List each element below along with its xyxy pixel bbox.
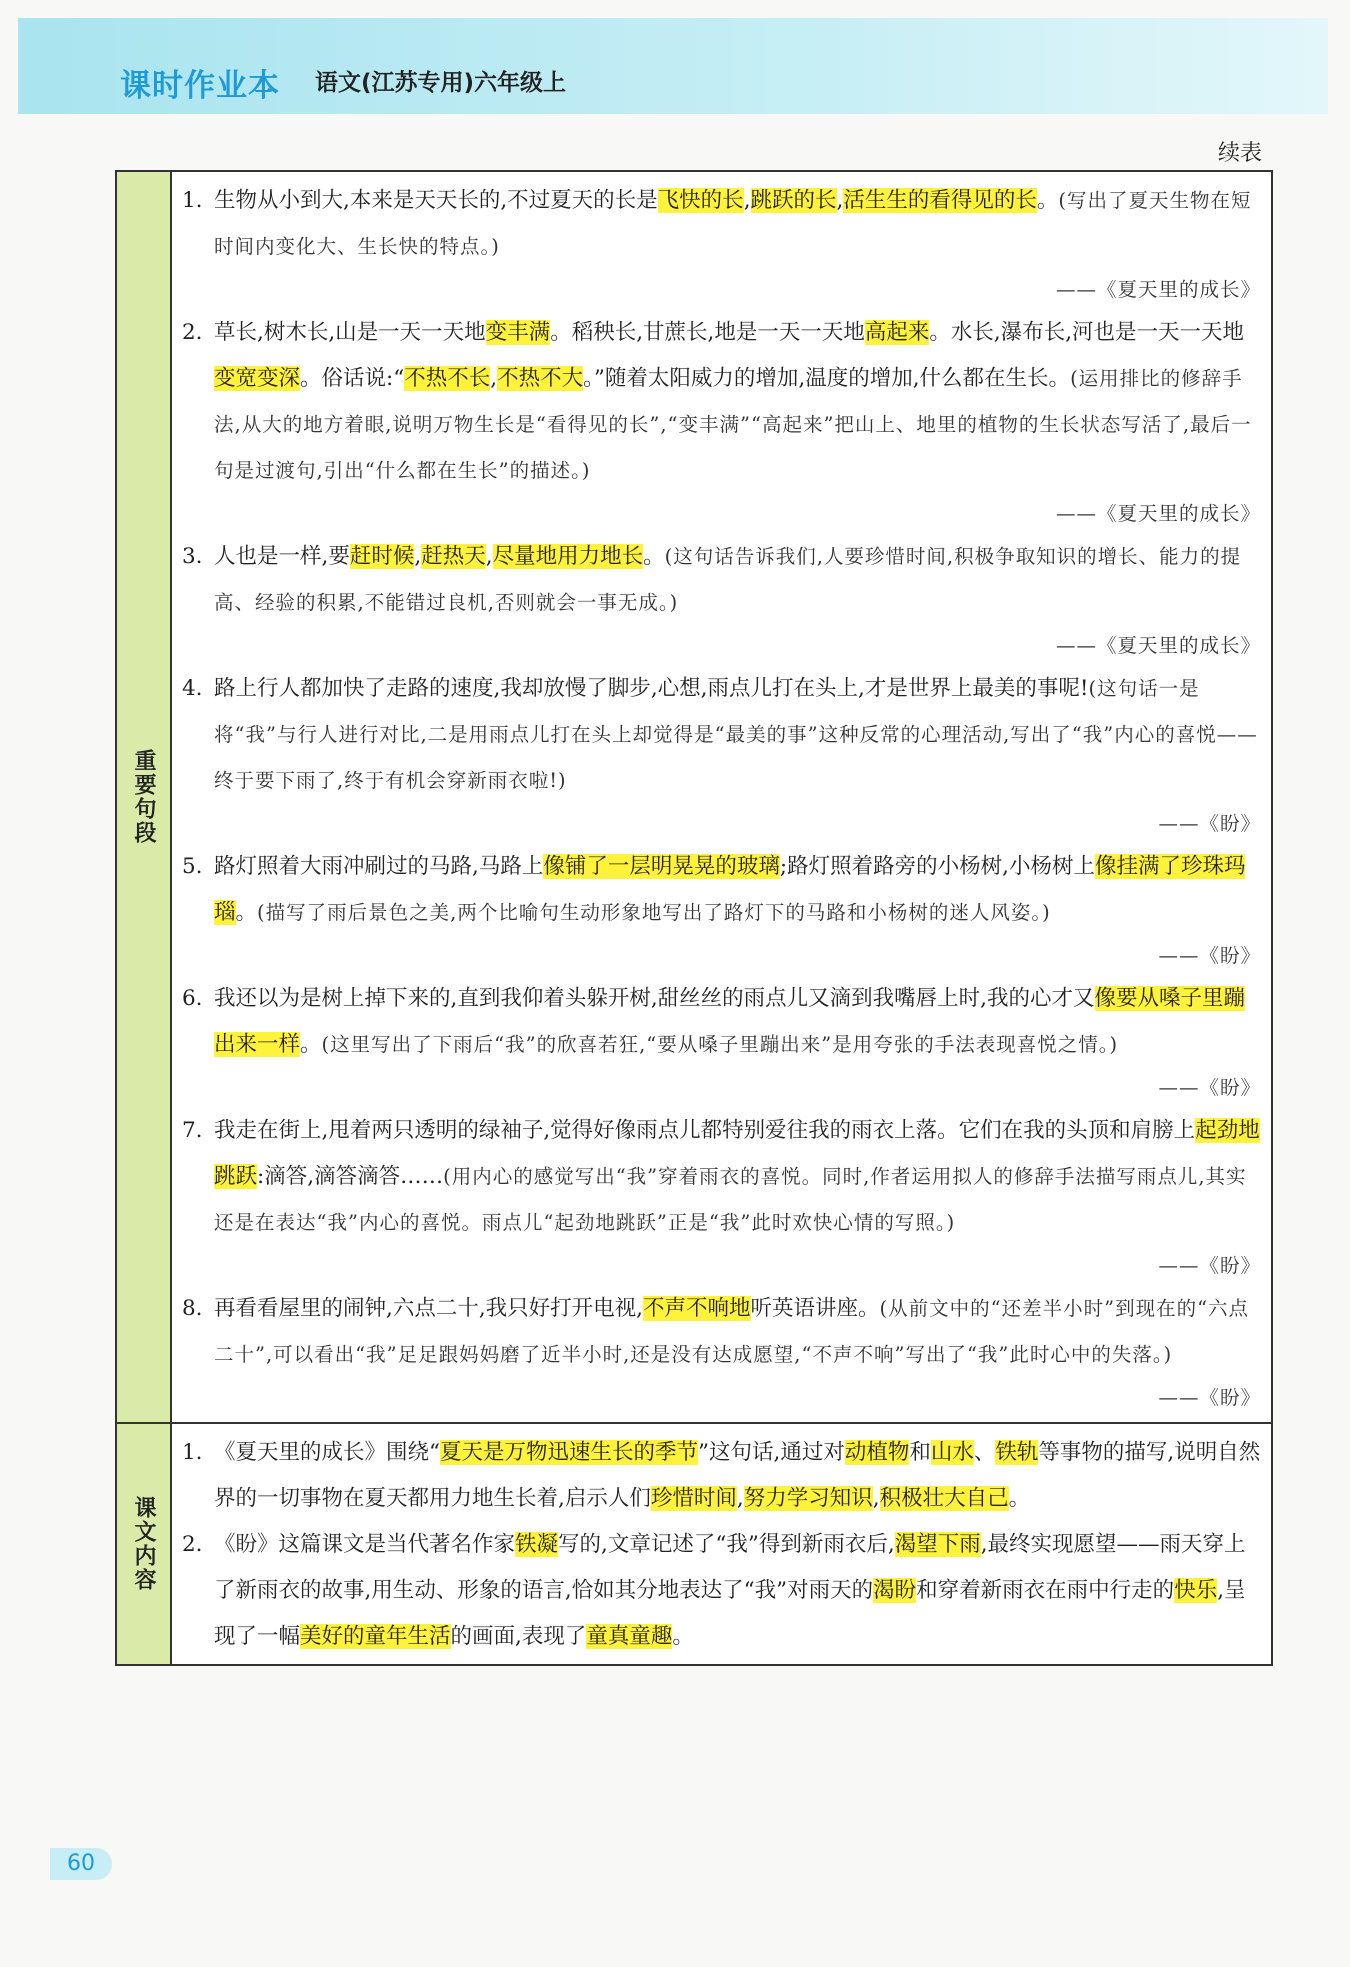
highlighted-answer: 赶时候 — [349, 544, 415, 569]
highlighted-answer: 渴盼 — [873, 1578, 917, 1603]
page-number: 60 — [50, 1848, 112, 1880]
item-text — [214, 976, 1261, 1068]
highlighted-answer: 渴望下雨 — [894, 1532, 981, 1557]
highlighted-answer: 童真童趣 — [586, 1624, 673, 1649]
item-number: 5. — [182, 854, 203, 879]
highlighted-answer: 铁凝 — [515, 1532, 559, 1557]
book-subtitle: 语文(江苏专用)六年级上 — [315, 70, 567, 96]
item-number: 6. — [182, 986, 203, 1011]
list-item — [182, 178, 1261, 310]
text-segment: 。 — [672, 1624, 694, 1649]
highlighted-answer: 不热不大 — [497, 366, 584, 391]
list-item — [182, 1522, 1261, 1660]
highlighted-answer: 像要从嗓子里蹦出来一样 — [214, 986, 1246, 1057]
text-segment: 。俗话说:“ — [300, 366, 405, 391]
section-body — [172, 172, 1271, 1422]
highlighted-answer: 不声不响地 — [643, 1296, 751, 1321]
list-item — [182, 534, 1261, 666]
analysis-note: (这句话一是将“我”与行人进行对比,二是用雨点儿打在头上却觉得是“最美的事”这种反常的心理活动,写出了“我”内心的喜悦——终于要下雨了,终于有机会穿新雨衣啦!) — [214, 677, 1258, 792]
highlighted-answer: 像铺了一层明晃晃的玻璃 — [543, 854, 780, 879]
item-text — [214, 1286, 1261, 1378]
text-segment: , — [872, 1486, 880, 1511]
analysis-note: (从前文中的“还差半小时”到现在的“六点二十”,可以看出“我”足足跟妈妈磨了近半小时,还是没有达成愿望,“不声不响”写出了“我”此时心中的失落。) — [214, 1297, 1250, 1366]
book-brand-title: 课时作业本 — [120, 68, 280, 104]
analysis-note: (用内心的感觉写出“我”穿着雨衣的喜悦。同时,作者运用拟人的修辞手法描写雨点儿,其实还是在表达“我”内心的喜悦。雨点儿“起劲地跳跃”正是“我”此时欢快心情的写照。) — [214, 1165, 1247, 1234]
item-number: 7. — [182, 1118, 203, 1143]
item-text — [214, 1108, 1261, 1246]
item-number: 1. — [182, 188, 203, 213]
highlighted-answer: 起劲地跳跃 — [214, 1118, 1260, 1189]
analysis-note: (运用排比的修辞手法,从大的地方着眼,说明万物生长是“看得见的长”,“变丰满”“高起来”把山上、地里的植物的生长状态写活了,最后一句是过渡句,引出“什么都在生长”的描述。) — [214, 367, 1252, 482]
continued-label: 续表 — [1217, 141, 1262, 166]
text-segment: 。水长,瀑布长,河也是一天一天地 — [929, 320, 1245, 345]
text-segment: , — [743, 188, 751, 213]
source-citation: ——《盼》 — [1158, 1386, 1261, 1409]
source-citation: ——《盼》 — [1158, 1254, 1261, 1277]
analysis-note: (描写了雨后景色之美,两个比喻句生动形象地写出了路灯下的马路和小杨树的迷人风姿。) — [257, 901, 1051, 924]
highlighted-answer: 铁轨 — [995, 1440, 1039, 1465]
source-citation: ——《夏天里的成长》 — [1055, 634, 1261, 657]
item-text — [214, 844, 1261, 936]
highlighted-answer: 夏天是万物迅速生长的季节 — [440, 1440, 699, 1465]
text-segment: , — [490, 366, 498, 391]
highlighted-answer: 珍惜时间 — [650, 1486, 737, 1511]
text-segment: , — [414, 544, 422, 569]
item-number: 3. — [182, 544, 203, 569]
text-segment: ;路灯照着路旁的小杨树,小杨树上 — [779, 854, 1095, 879]
text-segment: 路灯照着大雨冲刷过的马路,马路上 — [214, 854, 544, 879]
text-segment: , — [736, 1486, 744, 1511]
source-citation: ——《盼》 — [1158, 812, 1261, 835]
section-label — [117, 1424, 172, 1664]
text-segment: 等事物的描写,说明自然界的一切事物在夏天都用力地生长着,启示人们 — [214, 1440, 1261, 1511]
list-item — [182, 1286, 1261, 1418]
text-segment: , — [836, 188, 844, 213]
text-segment: 、 — [973, 1440, 996, 1465]
text-segment: 再看看屋里的闹钟,六点二十,我只好打开电视, — [214, 1296, 644, 1321]
item-text — [214, 310, 1261, 494]
text-segment: 草长,树木长,山是一天一天地 — [214, 320, 486, 345]
text-segment: 我还以为是树上掉下来的,直到我仰着头躲开树,甜丝丝的雨点儿又滴到我嘴唇上时,我的心才又 — [214, 986, 1095, 1011]
text-segment: 。 — [300, 1032, 322, 1057]
text-segment: 。 — [643, 544, 665, 569]
highlighted-answer: 活生生的看得见的长 — [843, 188, 1037, 213]
item-number: 1. — [182, 1440, 203, 1465]
section-label-text: 重要句段 — [131, 749, 156, 845]
text-segment: 我走在街上,甩着两只透明的绿袖子,觉得好像雨点儿都特别爱往我的雨衣上落。它们在我的头顶和肩膀上 — [214, 1118, 1196, 1143]
section-lesson-content — [117, 1424, 1271, 1664]
text-segment: 和穿着新雨衣在雨中行走的 — [916, 1578, 1175, 1603]
text-segment: 。 — [235, 900, 258, 925]
highlighted-answer: 高起来 — [864, 320, 930, 345]
item-number: 8. — [182, 1296, 203, 1321]
highlighted-answer: 努力学习知识 — [743, 1486, 873, 1511]
section-important-sentences — [117, 172, 1271, 1424]
section-body — [172, 1424, 1271, 1664]
section-label-text: 课文内容 — [131, 1496, 156, 1592]
source-citation: ——《夏天里的成长》 — [1055, 278, 1261, 301]
list-item — [182, 844, 1261, 976]
text-segment: ,呈现了一幅 — [214, 1578, 1246, 1649]
text-segment: , — [485, 544, 493, 569]
text-segment: 。 — [1036, 188, 1059, 213]
highlighted-answer: 动植物 — [844, 1440, 910, 1465]
list-item — [182, 310, 1261, 534]
highlighted-answer: 山水 — [930, 1440, 974, 1465]
text-segment: 和 — [909, 1440, 931, 1465]
highlighted-answer: 美好的童年生活 — [300, 1624, 451, 1649]
highlighted-answer: 飞快的长 — [657, 188, 744, 213]
list-item — [182, 976, 1261, 1108]
text-segment: 写的,文章记述了“我”得到新雨衣后, — [558, 1532, 895, 1557]
list-item — [182, 666, 1261, 844]
text-segment: 。稻秧长,甘蔗长,地是一天一天地 — [550, 320, 865, 345]
analysis-note: (这句话告诉我们,人要珍惜时间,积极争取知识的增长、能力的提高、经验的积累,不能错过良机,否则就会一事无成。) — [214, 545, 1242, 614]
text-segment: ,最终实现愿望——雨天穿上了新雨衣的故事,用生动、形象的语言,恰如其分地表达了“我”对雨天的 — [214, 1532, 1246, 1603]
text-segment: 。 — [1008, 1486, 1031, 1511]
list-item — [182, 1108, 1261, 1286]
text-segment: 听英语讲座。 — [750, 1296, 880, 1321]
text-segment: 。”随着太阳威力的增加,温度的增加,什么都在生长。 — [583, 366, 1071, 391]
item-text — [214, 1430, 1261, 1522]
highlighted-answer: 赶热天 — [421, 544, 486, 569]
list-item — [182, 1430, 1261, 1522]
highlighted-answer: 不热不长 — [404, 366, 491, 391]
highlighted-answer: 尽量地用力地长 — [492, 544, 644, 569]
highlighted-answer: 像挂满了珍珠玛瑙 — [214, 854, 1246, 925]
text-segment: 《盼》这篇课文是当代著名作家 — [214, 1532, 516, 1557]
notes-table — [115, 170, 1273, 1666]
item-number: 4. — [182, 676, 203, 701]
highlighted-answer: 变宽变深 — [214, 366, 301, 391]
text-segment: ”这句话,通过对 — [698, 1440, 845, 1465]
item-text — [214, 1522, 1261, 1660]
text-segment: :滴答,滴答滴答…… — [257, 1164, 444, 1189]
text-segment: 人也是一样,要 — [214, 544, 350, 569]
analysis-note: (写出了夏天生物在短时间内变化大、生长快的特点。) — [214, 189, 1252, 258]
source-citation: ——《盼》 — [1158, 1076, 1261, 1099]
item-number: 2. — [182, 1532, 203, 1557]
analysis-note: (这里写出了下雨后“我”的欣喜若狂,“要从嗓子里蹦出来”是用夸张的手法表现喜悦之情。) — [321, 1033, 1119, 1056]
highlighted-answer: 跳跃的长 — [750, 188, 837, 213]
text-segment: 的画面,表现了 — [450, 1624, 587, 1649]
highlighted-answer: 变丰满 — [485, 320, 551, 345]
source-citation: ——《夏天里的成长》 — [1055, 502, 1261, 525]
source-citation: ——《盼》 — [1158, 944, 1261, 967]
item-text — [214, 534, 1261, 626]
text-segment: 《夏天里的成长》围绕“ — [214, 1440, 440, 1465]
text-segment: 路上行人都加快了走路的速度,我却放慢了脚步,心想,雨点儿打在头上,才是世界上最美的事呢! — [214, 676, 1089, 701]
item-number: 2. — [182, 320, 203, 345]
item-text — [214, 666, 1261, 804]
highlighted-answer: 快乐 — [1174, 1578, 1218, 1603]
text-segment: 生物从小到大,本来是天天长的,不过夏天的长是 — [214, 188, 658, 213]
section-label — [117, 172, 172, 1422]
highlighted-answer: 积极壮大自己 — [879, 1486, 1009, 1511]
item-text — [214, 178, 1261, 270]
